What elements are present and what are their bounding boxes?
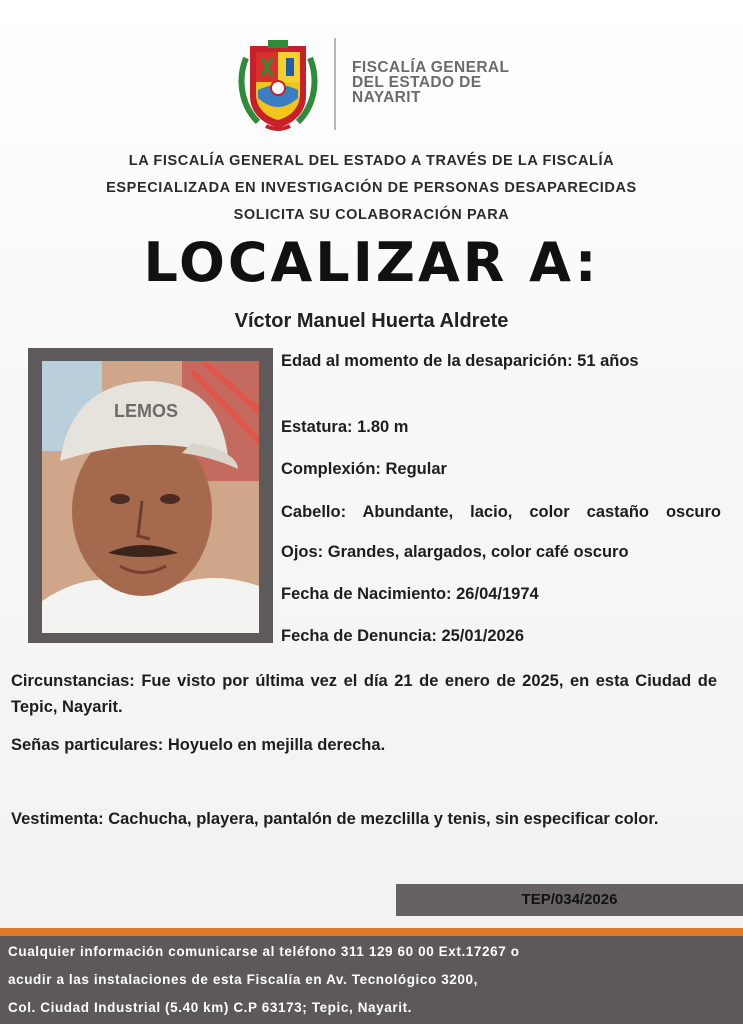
detail-report-date: Fecha de Denuncia: 25/01/2026 (281, 627, 525, 645)
detail-build: Complexión: Regular (281, 460, 447, 478)
circumstances-text: Circunstancias: Fue visto por última vez el día 21 de enero de 2025, en esta Ciudad de Tepic, Nayarit. (11, 672, 717, 716)
footer-line-3: Col. Ciudad Industrial (5.40 km) C.P 63173; Tepic, Nayarit. (8, 1000, 413, 1015)
agency-line-1: FISCALÍA GENERAL (352, 59, 510, 76)
detail-height: Estatura: 1.80 m (281, 418, 409, 436)
header-divider (334, 38, 336, 130)
detail-birth-date: Fecha de Nacimiento: 26/04/1974 (281, 585, 539, 603)
distinguishing-marks-text: Señas particulares: Hoyuelo en mejilla derecha. (11, 736, 386, 754)
person-photo (42, 361, 259, 633)
footer-line-2: acudir a las instalaciones de esta Fiscalía en Av. Tecnológico 3200, (8, 972, 478, 987)
intro-text (20, 148, 723, 229)
detail-age: Edad al momento de la desaparición: 51 años (281, 352, 639, 370)
detail-hair: Cabello: Abundante, lacio, color castaño oscuro (281, 503, 721, 521)
clothing-text: Vestimenta: Cachucha, playera, pantalón de mezclilla y tenis, sin especificar color. (11, 810, 659, 828)
orange-accent-bar (0, 928, 743, 936)
detail-eyes: Ojos: Grandes, alargados, color café oscuro (281, 543, 629, 561)
intro-line-2: ESPECIALIZADA EN INVESTIGACIÓN DE PERSONAS DESAPARECIDAS (106, 180, 637, 196)
agency-name (352, 60, 509, 105)
agency-line-3: NAYARIT (352, 89, 421, 106)
state-seal-logo (236, 38, 320, 132)
intro-line-1: LA FISCALÍA GENERAL DEL ESTADO A TRAVÉS DE LA FISCALÍA (128, 153, 615, 169)
case-number: TEP/034/2026 (521, 891, 618, 908)
contact-footer (0, 936, 743, 1024)
person-name: Víctor Manuel Huerta Aldrete (234, 310, 509, 332)
page-title: LOCALIZAR A: (143, 231, 600, 294)
footer-line-1: Cualquier información comunicarse al teléfono 311 129 60 00 Ext.17267 o (8, 944, 520, 959)
agency-line-2: DEL ESTADO DE (352, 74, 482, 91)
intro-line-3: SOLICITA SU COLABORACIÓN PARA (233, 207, 510, 223)
case-number-box (396, 884, 743, 916)
cap-logo-text: LEMOS (113, 401, 179, 421)
